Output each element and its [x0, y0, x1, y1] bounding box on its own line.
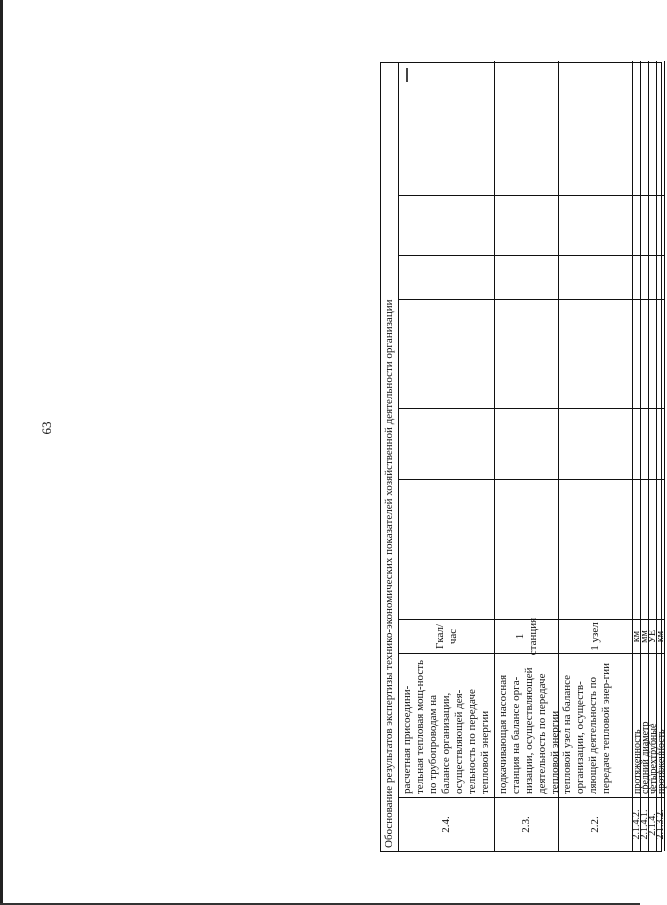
empty-cell [641, 479, 649, 619]
row-name: расчетная присоедини-тельная тепловая мощ-ность по трубопроводам на балансе организации, осуществляющей дея-тельность по передаче тепловой энергии [399, 653, 495, 797]
row-number: 2.1.4.1. [641, 797, 649, 851]
row-number: 2.1.4. [649, 797, 657, 851]
empty-cell [495, 255, 559, 299]
empty-cell [399, 299, 495, 408]
row-name: четырехтрубные [649, 653, 657, 797]
empty-cell [649, 299, 657, 408]
row-name: средний диаметр [641, 653, 649, 797]
empty-cell [495, 479, 559, 619]
row-unit: км [633, 619, 641, 653]
empty-cell [657, 479, 665, 619]
empty-cell [657, 195, 665, 255]
empty-cell [633, 195, 641, 255]
row-unit: 1 станция [495, 619, 559, 653]
rotated-table [380, 62, 667, 852]
empty-cell [641, 195, 649, 255]
row-number: 2.1.3.2. [657, 797, 665, 851]
empty-cell [657, 408, 665, 479]
empty-cell [649, 195, 657, 255]
empty-cell [495, 299, 559, 408]
empty-cell [633, 299, 641, 408]
empty-cell [559, 61, 633, 195]
row-number: 2.2. [559, 797, 633, 851]
empty-cell [633, 255, 641, 299]
empty-cell [495, 195, 559, 255]
row-number: 2.4. [399, 797, 495, 851]
footer-note: Обоснование результатов экспертизы технико-экономических показателей хозяйственной деятельности организации [381, 63, 399, 851]
empty-cell [641, 61, 649, 195]
empty-cell [641, 255, 649, 299]
row-number: 2.1.4.2. [633, 797, 641, 851]
row-unit: Гкал/час [399, 619, 495, 653]
empty-cell [657, 255, 665, 299]
empty-cell [649, 255, 657, 299]
empty-cell [559, 195, 633, 255]
empty-cell [633, 61, 641, 195]
empty-cell [633, 479, 641, 619]
row-number: 2.3. [495, 797, 559, 851]
row-unit: мм [641, 619, 649, 653]
empty-cell [559, 479, 633, 619]
empty-cell [399, 479, 495, 619]
empty-cell [399, 61, 495, 195]
scan-edge [0, 0, 3, 905]
row-unit: км [657, 619, 665, 653]
empty-cell [649, 61, 657, 195]
row-name: тепловой узел на балансе организации, осуществ-ляющей деятельность по передаче тепловой энер-гии [559, 653, 633, 797]
empty-cell [399, 195, 495, 255]
empty-cell [495, 61, 559, 195]
row-name: протяженность [657, 653, 665, 797]
row-unit: 1 узел [559, 619, 633, 653]
empty-cell [657, 299, 665, 408]
empty-cell [633, 408, 641, 479]
row-name: протяженность [633, 653, 641, 797]
empty-cell [641, 408, 649, 479]
page-number: 63 [39, 421, 54, 435]
row-name: подкачивающая насосная станция на балансе орга-низации, осуществляющей деятельность по передаче тепловой энергии [495, 653, 559, 797]
empty-cell [495, 408, 559, 479]
empty-cell [559, 408, 633, 479]
empty-cell [559, 299, 633, 408]
empty-cell [559, 255, 633, 299]
empty-cell [641, 299, 649, 408]
row-unit: УЕ [649, 619, 657, 653]
empty-cell [399, 408, 495, 479]
empty-cell [649, 408, 657, 479]
empty-cell [399, 255, 495, 299]
empty-cell [657, 61, 665, 195]
empty-cell [649, 479, 657, 619]
